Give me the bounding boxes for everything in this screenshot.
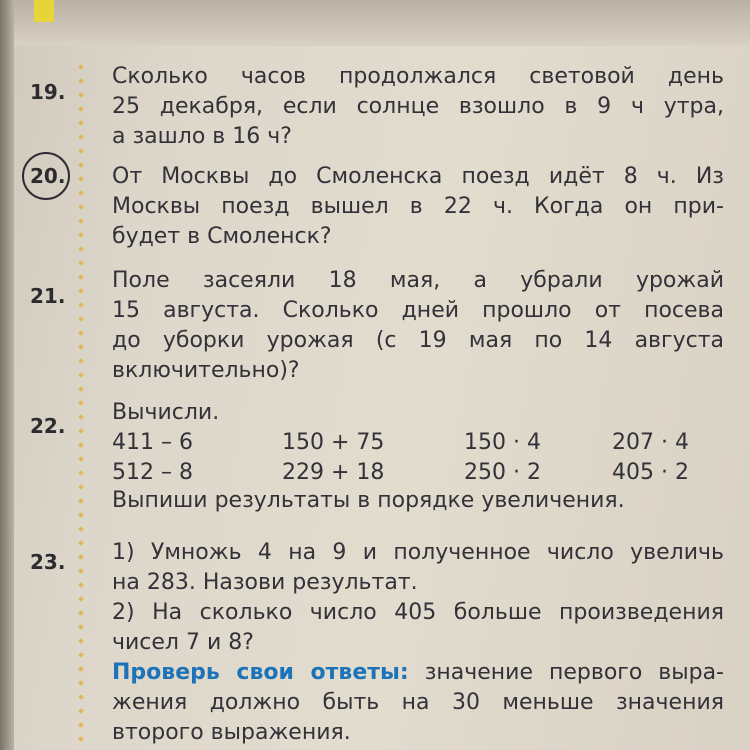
task-20-line-2: Москвы поезд вышел в 22 ч. Когда он при- <box>112 194 724 219</box>
expression-cell: 405 · 2 <box>612 460 689 485</box>
expression-cell: 207 · 4 <box>612 430 689 455</box>
check-answers-label: Проверь свои ответы: <box>112 660 409 685</box>
task-21-line-4: включительно)? <box>112 358 300 383</box>
task-22-outro: Выпиши результаты в порядке увеличения. <box>112 488 625 513</box>
task-19-text <box>112 62 724 152</box>
task-23-line-3: 2) На сколько число 405 больше произведения <box>112 600 724 625</box>
expression-cell: 150 + 75 <box>282 430 385 455</box>
task-22-number: 22. <box>30 414 66 438</box>
expression-cell: 512 – 8 <box>112 460 193 485</box>
task-23-line-1: 1) Умножь 4 на 9 и полученное число увеличь <box>112 540 724 565</box>
task-23-check-line-3: второго выражения. <box>112 720 351 745</box>
expression-cell: 411 – 6 <box>112 430 193 455</box>
task-19-line-3: а зашло в 16 ч? <box>112 124 292 149</box>
task-23-check-line-2: жения должно быть на 30 меньше значения <box>112 690 724 715</box>
task-21-number: 21. <box>30 284 66 308</box>
page-top-shadow <box>0 0 750 46</box>
task-20-line-1: От Москвы до Смоленска поезд идёт 8 ч. Из <box>112 164 724 189</box>
task-21-line-1: Поле засеяли 18 мая, а убрали урожай <box>112 268 724 293</box>
task-22-intro: Вычисли. <box>112 400 220 425</box>
task-21-line-2: 15 августа. Сколько дней прошло от посева <box>112 298 724 323</box>
expression-cell: 150 · 4 <box>464 430 541 455</box>
task-21-line-3: до уборки урожая (с 19 мая по 14 августа <box>112 328 724 353</box>
task-23-line-4: чисел 7 и 8? <box>112 630 254 655</box>
task-23-check-line-1 <box>112 658 724 688</box>
task-21-text <box>112 266 724 386</box>
margin-dot-column <box>78 60 84 750</box>
task-20-line-3: будет в Смоленск? <box>112 224 332 249</box>
task-19-line-2: 25 декабря, если солнце взошло в 9 ч утра, <box>112 94 724 119</box>
task-19-number: 19. <box>30 80 66 104</box>
task-23-number: 23. <box>30 550 66 574</box>
bookmark-tab <box>34 0 54 22</box>
expression-cell: 250 · 2 <box>464 460 541 485</box>
task-23-text <box>112 538 724 748</box>
task-20-text <box>112 162 724 252</box>
task-23-line-2: на 283. Назови результат. <box>112 570 418 595</box>
expression-cell: 229 + 18 <box>282 460 385 485</box>
task-20-number: 20. <box>30 164 66 188</box>
check-text-1: значение первого выра- <box>424 660 724 685</box>
book-binding <box>0 0 14 750</box>
task-19-line-1: Сколько часов продолжался световой день <box>112 64 724 89</box>
